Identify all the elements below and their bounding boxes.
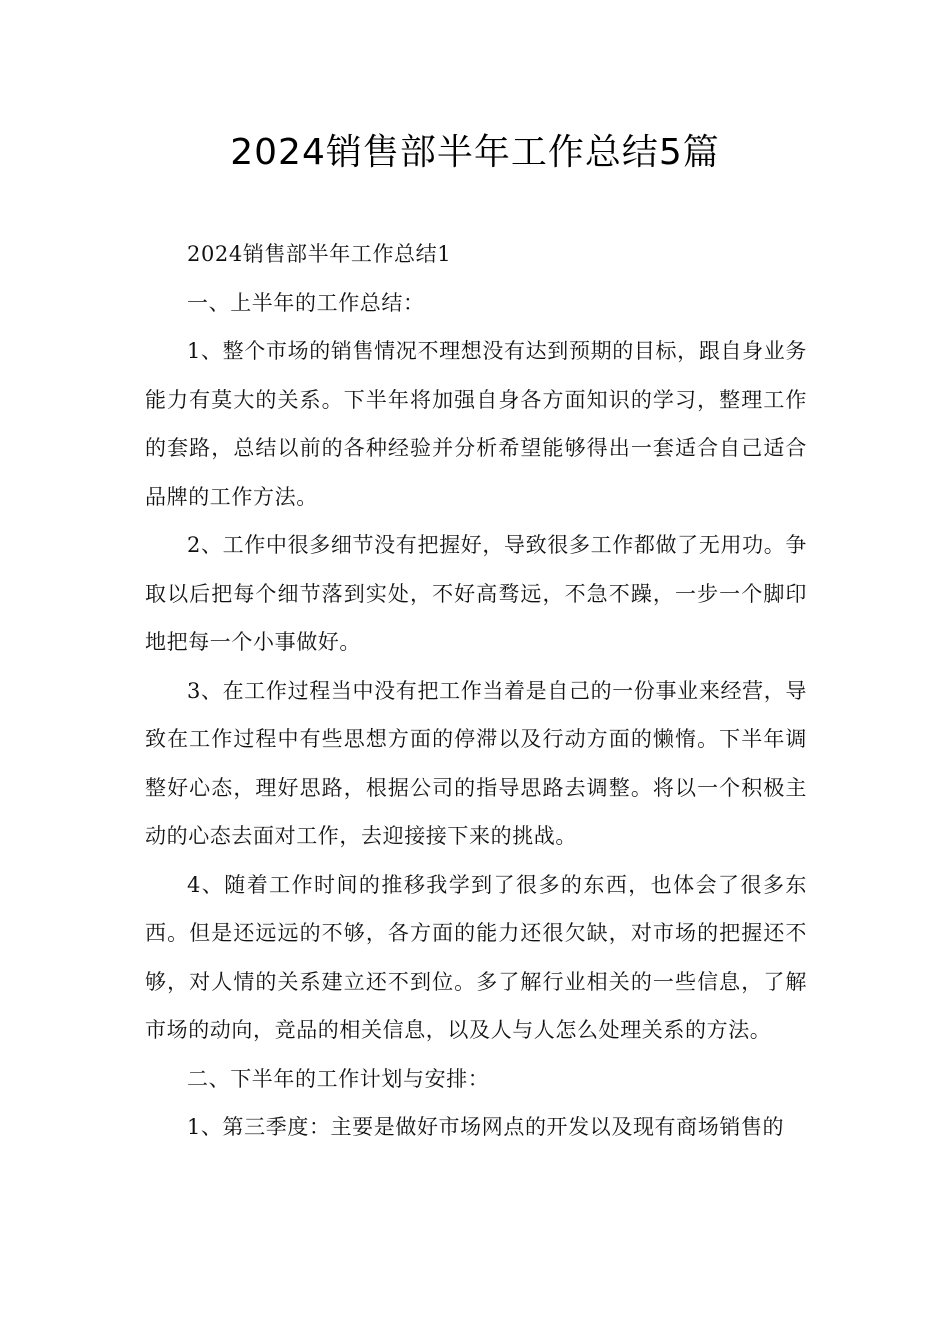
paragraph-item-2: 2、工作中很多细节没有把握好，导致很多工作都做了无用功。争取以后把每个细节落到实处，不好高骛远，不急不躁，一步一个脚印地把每一个小事做好。 <box>145 533 807 654</box>
paragraph-item-3: 3、在工作过程当中没有把工作当着是自己的一份事业来经营，导致在工作过程中有些思想方面的停滞以及行动方面的懒惰。下半年调整好心态，理好思路，根据公司的指导思路去调整。将以一个积极主动的心态去面对工作，去迎接接下来的挑战。 <box>145 678 807 848</box>
paragraph-plan-item-1: 1、第三季度：主要是做好市场网点的开发以及现有商场销售的 <box>187 1115 785 1139</box>
document-title: 2024销售部半年工作总结5篇 <box>230 132 720 173</box>
document-body <box>145 230 807 1152</box>
paragraph-section-heading-2: 二、下半年的工作计划与安排： <box>187 1066 490 1091</box>
paragraph-subtitle: 2024销售部半年工作总结1 <box>187 242 452 266</box>
paragraph-item-1: 1、整个市场的销售情况不理想没有达到预期的目标，跟自身业务能力有莫大的关系。下半年将加强自身各方面知识的学习，整理工作的套路，总结以前的各种经验并分析希望能够得出一套适合自己适合品牌的工作方法。 <box>145 339 807 509</box>
paragraph-item-4: 4、随着工作时间的推移我学到了很多的东西，也体会了很多东西。但是还远远的不够，各方面的能力还很欠缺，对市场的把握还不够，对人情的关系建立还不到位。多了解行业相关的一些信息，了解市场的动向，竞品的相关信息，以及人与人怎么处理关系的方法。 <box>145 872 807 1042</box>
paragraph-section-heading-1: 一、上半年的工作总结： <box>187 290 425 315</box>
